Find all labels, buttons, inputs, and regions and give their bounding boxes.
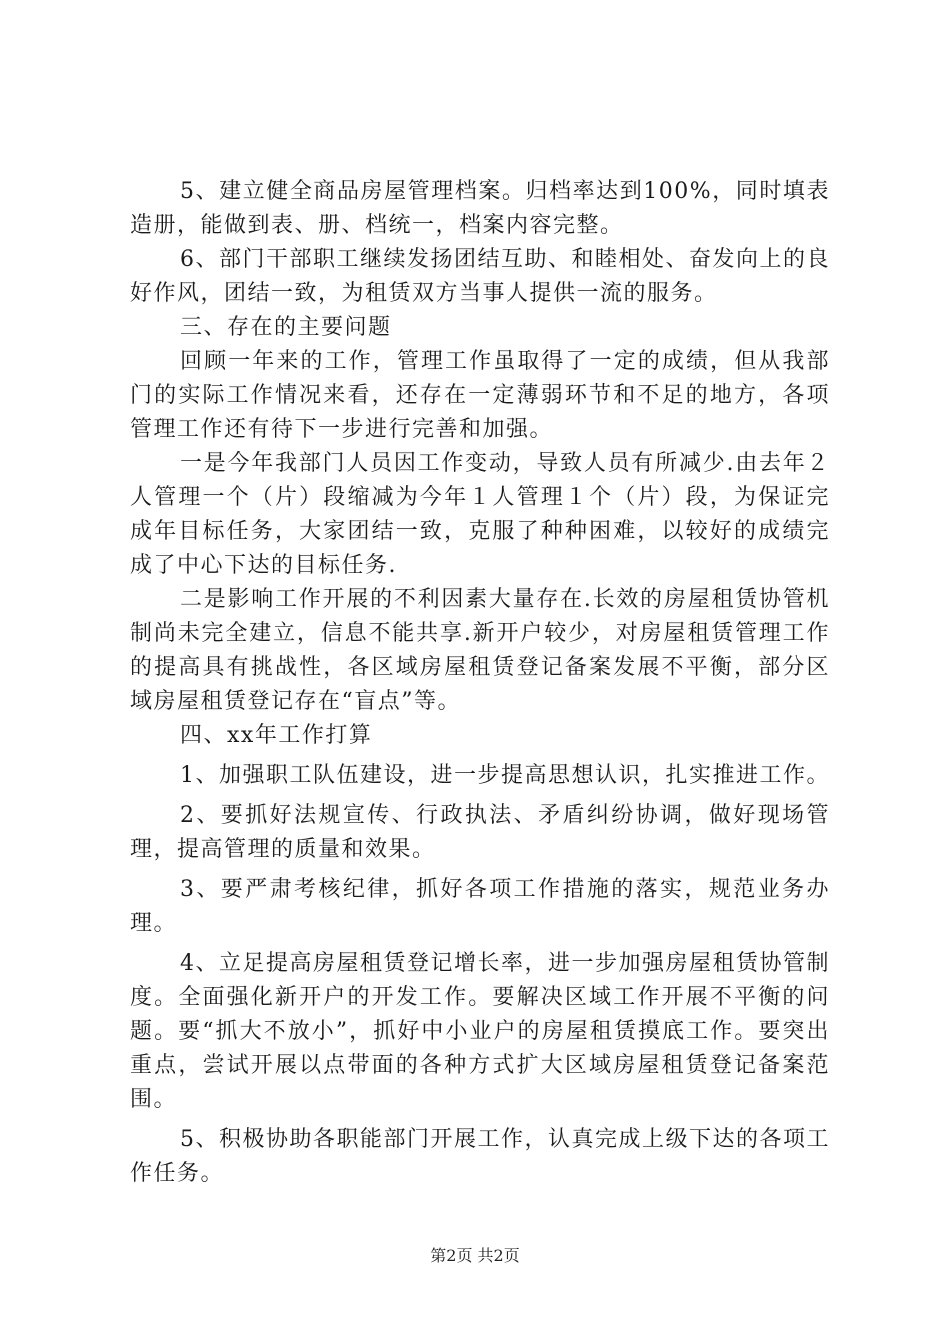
section-heading-main-problems: 三、存在的主要问题 — [180, 315, 392, 340]
paragraph-problem-two: 二是影响工作开展的不利因素大量存在.长效的房屋租赁协管机制尚未完全建立，信息不能共享.新开户较少，对房屋租赁管理工作的提高具有挑战性，各区域房屋租赁登记备案发展不平衡，部分区域房屋租赁登记存在“盲点”等。 — [130, 587, 830, 714]
plan-item-3: 3、要严肃考核纪律，抓好各项工作措施的落实，规范业务办理。 — [130, 877, 830, 936]
paragraph-problem-one: 一是今年我部门人员因工作变动，导致人员有所减少.由去年２人管理一个（片）段缩减为今年１人管理１个（片）段，为保证完成年目标任务，大家团结一致，克服了种种困难，以较好的成绩完成了中心下达的目标任务. — [130, 451, 830, 578]
paragraph-review: 回顾一年来的工作，管理工作虽取得了一定的成绩，但从我部门的实际工作情况来看，还存在一定薄弱环节和不足的地方，各项管理工作还有待下一步进行完善和加强。 — [130, 349, 830, 442]
paragraph-staff-item-6: 6、部门干部职工继续发扬团结互助、和睦相处、奋发向上的良好作风，团结一致，为租赁双方当事人提供一流的服务。 — [130, 247, 830, 306]
plan-item-1: 1、加强职工队伍建设，进一步提高思想认识，扎实推进工作。 — [180, 763, 830, 788]
plan-item-2: 2、要抓好法规宣传、行政执法、矛盾纠纷协调，做好现场管理，提高管理的质量和效果。 — [130, 803, 830, 862]
plan-item-4: 4、立足提高房屋租赁登记增长率，进一步加强房屋租赁协管制度。全面强化新开户的开发工作。要解决区域工作开展不平衡的问题。要“抓大不放小”，抓好中小业户的房屋租赁摸底工作。要突出重点，尝试开展以点带面的各种方式扩大区域房屋租赁登记备案范围。 — [130, 951, 830, 1112]
section-heading-work-plan: 四、xx年工作打算 — [180, 723, 373, 748]
page-number-footer: 第2页 共2页 — [430, 1246, 520, 1265]
paragraph-archive-item-5: 5、建立健全商品房屋管理档案。归档率达到100%，同时填表造册，能做到表、册、档统一，档案内容完整。 — [130, 179, 830, 238]
document-body — [130, 175, 830, 1191]
plan-item-5: 5、积极协助各职能部门开展工作，认真完成上级下达的各项工作任务。 — [130, 1127, 830, 1186]
